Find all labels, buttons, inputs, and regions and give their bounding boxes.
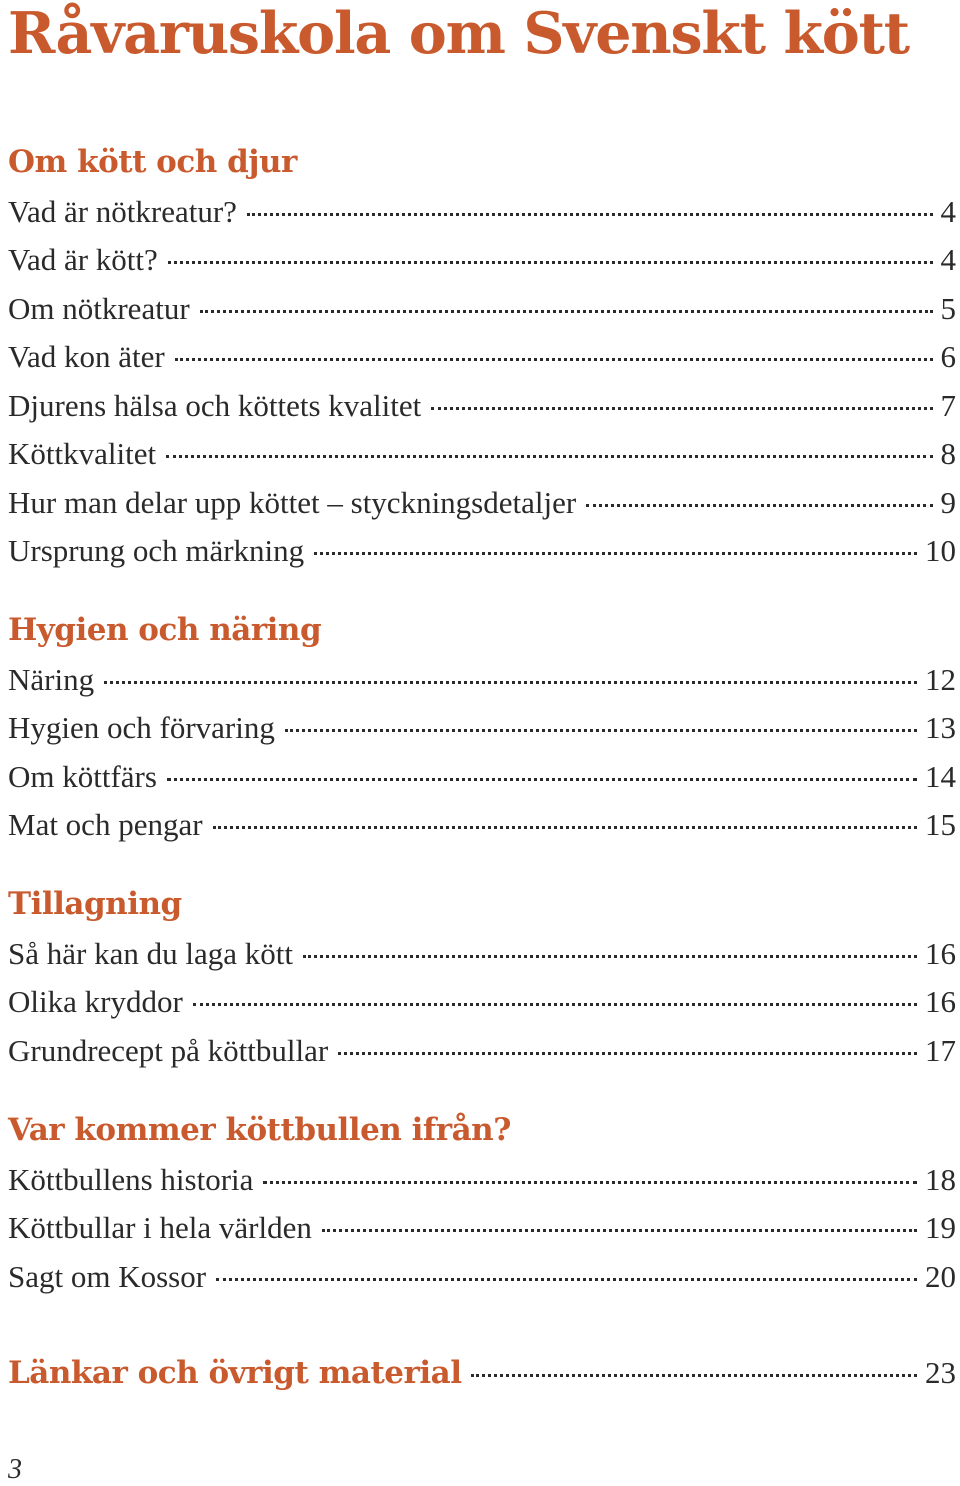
toc-entry-label: Köttbullar i hela världen xyxy=(8,1210,312,1245)
dot-leader xyxy=(193,1003,917,1006)
section-heading-om-kott-och-djur: Om kött och djur xyxy=(8,144,297,180)
toc-entry-page: 12 xyxy=(925,662,956,697)
dot-leader xyxy=(213,826,917,829)
page-title: Råvaruskola om Svenskt kött xyxy=(8,0,909,67)
toc-entry-label: Sagt om Kossor xyxy=(8,1259,207,1294)
toc-entry[interactable] xyxy=(8,660,956,700)
toc-entry[interactable] xyxy=(8,757,956,797)
toc-entry[interactable] xyxy=(8,531,956,571)
toc-entry-page: 16 xyxy=(925,936,956,971)
toc-entry-label: Hygien och förvaring xyxy=(8,710,275,745)
dot-leader xyxy=(303,955,917,958)
page-number: 3 xyxy=(8,1454,22,1485)
toc-entry-label: Vad är kött? xyxy=(8,242,158,277)
toc-entry-label: Hur man delar upp köttet – styckningsdetaljer xyxy=(8,485,577,520)
dot-leader xyxy=(166,455,932,458)
dot-leader xyxy=(200,310,933,313)
toc-entry-page: 23 xyxy=(925,1355,956,1390)
dot-leader xyxy=(471,1374,917,1377)
toc-entry-page: 15 xyxy=(925,807,956,842)
toc-entry-page: 18 xyxy=(925,1162,956,1197)
toc-entry-page: 19 xyxy=(925,1210,956,1245)
toc-entry[interactable] xyxy=(8,934,956,974)
toc-entry-label: Grundrecept på köttbullar xyxy=(8,1033,329,1068)
toc-entry[interactable] xyxy=(8,192,956,232)
dot-leader xyxy=(104,681,917,684)
toc-entry-page: 16 xyxy=(925,984,956,1019)
toc-entry[interactable] xyxy=(8,1160,956,1200)
toc-entry-page: 10 xyxy=(925,533,956,568)
toc-entry-label: Näring xyxy=(8,662,95,697)
dot-leader xyxy=(175,358,933,361)
dot-leader xyxy=(314,552,917,555)
toc-entry[interactable] xyxy=(8,386,956,426)
toc-entry-label: Djurens hälsa och köttets kvalitet xyxy=(8,388,422,423)
section-heading-var-kommer-kottbullen-ifran: Var kommer köttbullen ifrån? xyxy=(8,1112,511,1148)
toc-entry-page: 17 xyxy=(925,1033,956,1068)
toc-entry-label: Olika kryddor xyxy=(8,984,183,1019)
toc-entry[interactable] xyxy=(8,1208,956,1248)
section-heading-hygien-och-naring: Hygien och näring xyxy=(8,612,322,648)
toc-entry-label: Vad kon äter xyxy=(8,339,165,374)
toc-entry-page: 9 xyxy=(940,485,956,520)
toc-entry-label: Så här kan du laga kött xyxy=(8,936,293,971)
dot-leader xyxy=(586,504,932,507)
toc-entry-page: 6 xyxy=(940,339,956,374)
section-heading-tillagning: Tillagning xyxy=(8,886,182,922)
toc-entry-label: Köttkvalitet xyxy=(8,436,157,471)
toc-entry[interactable] xyxy=(8,805,956,845)
toc-entry-page: 7 xyxy=(940,388,956,423)
dot-leader xyxy=(247,213,933,216)
dot-leader xyxy=(167,778,917,781)
toc-entry-label: Om köttfärs xyxy=(8,759,157,794)
toc-entry[interactable] xyxy=(8,708,956,748)
toc-entry[interactable] xyxy=(8,1031,956,1071)
toc-entry-label: Köttbullens historia xyxy=(8,1162,254,1197)
toc-entry-page: 4 xyxy=(940,242,956,277)
toc-entry-page: 8 xyxy=(940,436,956,471)
toc-entry-label: Länkar och övrigt material xyxy=(8,1355,462,1391)
toc-entry-page: 4 xyxy=(940,194,956,229)
toc-entry-lankar[interactable] xyxy=(8,1353,956,1393)
toc-entry-page: 13 xyxy=(925,710,956,745)
toc-entry[interactable] xyxy=(8,483,956,523)
toc-entry[interactable] xyxy=(8,982,956,1022)
toc-entry[interactable] xyxy=(8,434,956,474)
dot-leader xyxy=(168,261,933,264)
toc-entry-label: Vad är nötkreatur? xyxy=(8,194,237,229)
dot-leader xyxy=(431,407,932,410)
toc-entry-page: 20 xyxy=(925,1259,956,1294)
toc-entry-label: Ursprung och märkning xyxy=(8,533,305,568)
toc-entry-label: Mat och pengar xyxy=(8,807,203,842)
toc-entry[interactable] xyxy=(8,240,956,280)
toc-entry-page: 5 xyxy=(940,291,956,326)
toc-entry-page: 14 xyxy=(925,759,956,794)
toc-entry-label: Om nötkreatur xyxy=(8,291,190,326)
toc-entry[interactable] xyxy=(8,289,956,329)
toc-entry[interactable] xyxy=(8,337,956,377)
dot-leader xyxy=(263,1181,917,1184)
dot-leader xyxy=(216,1278,917,1281)
dot-leader xyxy=(285,729,917,732)
dot-leader xyxy=(322,1229,917,1232)
toc-entry[interactable] xyxy=(8,1257,956,1297)
dot-leader xyxy=(338,1052,917,1055)
